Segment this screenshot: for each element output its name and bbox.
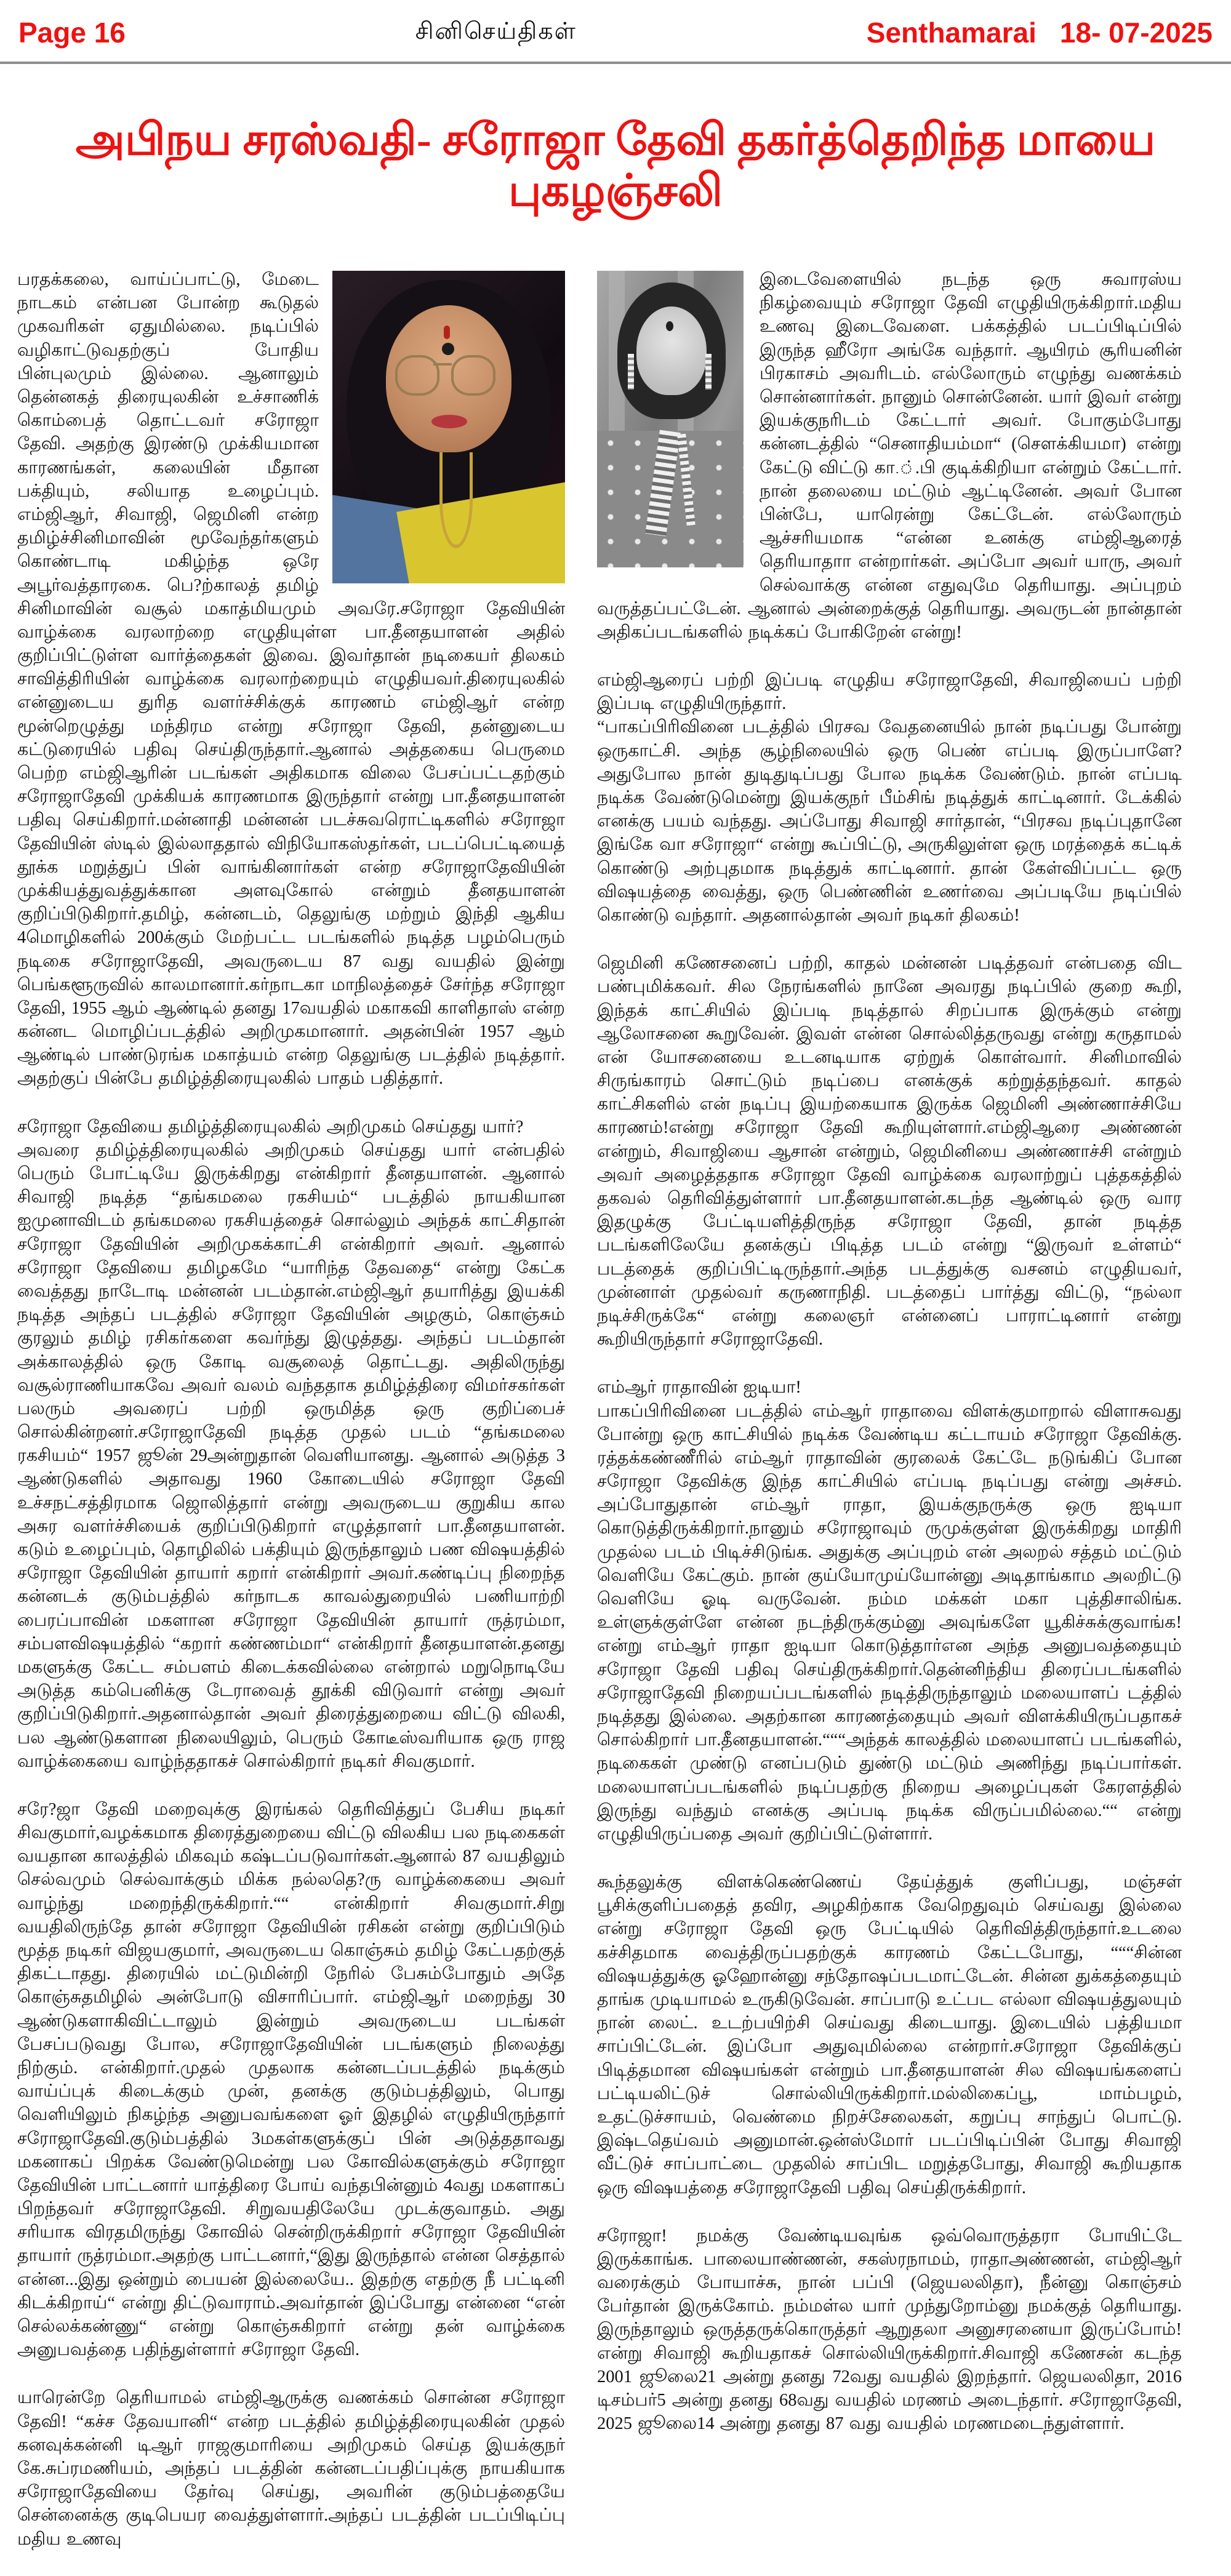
paragraph: கூந்தலுக்கு விளக்கெண்ணெய் தேய்த்துக் குளிப்பது, மஞ்சள் பூசிக்குளிப்பதைத் தவிர, அழகிற்காக வேறெதுவும் செய்வது இல்லை என்று சரோஜா தேவி ஒரு பேட்டியில் தெரிவித்திருந்தார்.உடலை கச்சிதமாக வைத்திருப்பதற்குக் காரணம் கேட்டபோது, “““சின்ன விஷயத்துக்கு ஓஹோன்னு சந்தோஷப்படமாட்டேன். சின்ன துக்கத்தையும் தாங்க முடியாமல் உருகிடுவேன். சாப்பாடு உட்பட எல்லா விஷயத்துலயும் நான் லைட். உடற்பயிற்சி செய்வது கிடையாது. இடையில் பத்தியமா சாப்பிட்டேன். இப்போ அதுவுமில்லை என்றார்.சரோஜா தேவிக்குப் பிடித்தமான விஷயங்கள் என்றும் பா.தீனதயாளன் சில விஷயங்களைப் பட்டியலிட்டுச் சொல்லியிருக்கிறார்.மல்லிகைப்பூ, மாம்பழம், உதட்டுச்சாயம், வெண்மை நிறச்சேலைகள், கறுப்பு சாந்துப் பொட்டு. இஷ்டதெய்வம் அனுமான்.ஒன்ஸ்மோர் படப்பிடிப்பின் போது சிவாஜி வீட்டுச் சாப்பாட்டை முதலில் சாப்பிட மறுத்தபோது, சிவாஜி கூறியதாக ஒரு விஷயத்தை சரோஜாதேவி பதிவு செய்திருக்கிறார்.	[597, 1873, 1182, 2198]
paragraph: எம்ஜிஆரைப் பற்றி இப்படி எழுதிய சரோஜாதேவி, சிவாஜியைப் பற்றி இப்படி எழுதியிருந்தார்.	[597, 671, 1182, 714]
masthead	[0, 0, 1231, 64]
paragraph: எம்ஆர் ராதாவின் ஐடியா!	[597, 1378, 801, 1398]
page-number-label: Page 16	[18, 17, 126, 49]
photo-glasses-right-lens	[451, 355, 495, 396]
photo-face-shape	[636, 306, 707, 396]
right-column-paragraphs	[597, 268, 1182, 2436]
left-text-column	[17, 268, 565, 2551]
photo-glasses-left-lens	[395, 355, 439, 396]
article-body	[0, 263, 1231, 2576]
right-text-column	[597, 268, 1182, 2436]
paper-name: Senthamarai	[866, 17, 1037, 49]
photo-glasses-bridge	[433, 363, 452, 366]
photo-saroja-devi-recent	[332, 271, 565, 583]
photo-lips-shape	[431, 415, 467, 428]
photo-red-bindi	[444, 326, 450, 339]
photo-earring-left	[628, 354, 634, 390]
paragraph: அவரை தமிழ்த்திரையுலகில் அறிமுகம் செய்தது யார் என்பதில் பெரும் போட்டியே இருக்கிறது என்கிறார் தீனதயாளன். ஆனால் சிவாஜி நடித்த “தங்கமலை ரகசியம்“ படத்தில் நாயகியான ஐமுனாவிடம் தங்கமலை ரகசியத்தைச் சொல்லும் அந்தக் காட்சிதான் சரோஜா தேவியின் அறிமுகக்காட்சி என்கிறார் அவர். ஆனால் சரோஜா தேவியை தமிழகமே “யாரிந்த தேவதை“ என்று கேட்க வைத்தது நாடோடி மன்னன் படம்தான்.எம்ஜிஆர் தயாரித்து இயக்கி நடித்த அந்தப் படத்தில் சரோஜா தேவியின் அழகும், கொஞ்சும் குரலும் தமிழ் ரசிகர்களை கவர்ந்து இழுத்தது. அந்தப் படம்தான் அக்காலத்தில் ஒரு கோடி வசூலைத் தொட்டது. அதிலிருந்து வசூல்ராணியாகவே அவர் வலம் வந்ததாக தமிழ்த்திரை விமர்சகர்கள் பலரும் அவரைப் பற்றி ஒருமித்த ஒரு குறிப்பைச் சொல்கின்றனர்.சரோஜாதேவி நடித்த முதல் படம் “தங்கமலை ரகசியம்“ 1957 ஜூன் 29அன்றுதான் வெளியானது. ஆனால் அடுத்த 3 ஆண்டுகளில் அதாவது 1960 கோடையில் சரோஜா தேவி உச்சநட்சத்திரமாக ஜொலித்தார் என்று அவருடைய குறுகிய கால அசுர வளர்ச்சியைக் குறிப்பிடுகிறார் எழுத்தாளர் பா.தீனதயாளன். கடும் உழைப்பும், தொழிலில் பக்தியும் இருந்தாலும் பண விஷயத்தில் சரோஜா தேவியின் தாயார் கறார் என்கிறார் அவர்.கண்டிப்பு நிறைந்த கன்னடக் குடும்பத்தில் கர்நாடக காவல்துறையில் பணியாற்றி பைரப்பாவின் மகளான சரோஜா தேவியின் தாயார் ருத்ரம்மா, சம்பளவிஷயத்தில் “கறார் கண்ணம்மா“ என்கிறார் தீனதயாளன்.தனது மகளுக்கு கேட்ட சம்பளம் கிடைக்கவில்லை என்றால் மறுநொடியே அடுத்த கம்பெனிக்கு டேராவைத் தூக்கி விடுவார் என்று அவர் குறிப்பிடுகிறார்.அதனால்தான் அவர் திரைத்துறையை விட்டு விலகி, பல ஆண்டுகளான நிலையிலும், பெரும் கோடீஸ்வரியாக ஒரு ராஜ வாழ்க்கையை வாழ்ந்ததாகச் சொல்கிறார் நடிகர் சிவகுமார்.	[17, 1140, 565, 1771]
paragraph: ஜெமினி கணேசனைப் பற்றி, காதல் மன்னன் படித்தவர் என்பதை விட பண்புமிக்கவர். சில நேரங்களில் நானே அவரது நடிப்பில் குறை கூறி, இந்தக் காட்சியில் இப்படி நடித்தால் சிறப்பாக இருக்கும் என்று ஆலோசனை கூறுவேன். இவள் என்ன சொல்லித்தருவது என்று கருதாமல் என் யோசனையை உடனடியாக ஏற்றுக் கொள்வார். சினிமாவில் சிருங்காரம் சொட்டும் நடிப்பை எனக்குக் கற்றுத்தந்தவர். காதல் காட்சிகளில் என் நடிப்பு இயற்கையாக இருக்க ஜெமினி அண்ணாச்சியே காரணம்!என்று சரோஜா தேவி கூறியுள்ளார்.எம்ஜிஆரை அண்ணன் என்றும், சிவாஜியை ஆசான் என்றும், ஜெமினியை அண்ணாச்சி என்றும் அவர் அழைத்ததாக சரோஜா தேவி வாழ்க்கை வரலாற்றுப் புத்தகத்தில் தகவல் தெரிவித்துள்ளார் பா.தீனதயாளன்.கடந்த ஆண்டில் ஒரு வார இதழுக்கு பேட்டியளித்திருந்த சரோஜா தேவி, தான் நடித்த படங்களிலேயே தனக்குப் பிடித்த படம் என்று “இருவர் உள்ளம்“ படத்தைக் குறிப்பிட்டிருந்தார்.அந்த படத்துக்கு வசனம் எழுதியவர், முன்னாள் முதல்வர் கருணாநிதி. படத்தைப் பார்த்து விட்டு, “நல்லா நடிச்சிருக்கே“ என்று கலைஞர் என்னைப் பாராட்டினார் என்று கூறியிருந்தார் சரோஜாதேவி.	[597, 954, 1182, 1350]
paragraph: பாகப்பிரிவினை படத்தில் எம்ஆர் ராதாவை விளக்குமாறால் விளாசுவது போன்று ஒரு காட்சியில் நடிக்க வேண்டிய கட்டாயம் சரோஜா தேவிக்கு. ரத்தக்கண்ணீரில் எம்ஆர் ராதாவின் குரலைக் கேட்டே நடுங்கிப் போன சரோஜா தேவிக்கு இந்த காட்சியில் எப்படி நடிப்பது என்று அச்சம். அப்போதுதான் எம்ஆர் ராதா, இயக்குநருக்கு ஒரு ஐடியா கொடுத்திருக்கிறார்.நானும் சரோஜாவும் ருமுக்குள்ள இருக்கிறது மாதிரி முதல்ல படம் பிடிச்சிடுங்க. அதுக்கு அப்புறம் என் அலறல் சத்தம் மட்டும் வெளியே கேட்கும். நான் குய்யோமுய்யோன்னு அடிதாங்காம அலறிட்டு வெளியே ஓடி வருவேன். நம்ம மக்கள் மகா புத்திசாலிங்க. உள்ளுக்குள்ளே என்ன நடந்திருக்கும்னு அவுங்களே யூகிச்சுக்குவாங்க! என்று எம்ஆர் ராதா ஐடியா கொடுத்தார்என அந்த அனுபவத்தையும் சரோஜா தேவி பதிவு செய்திருக்கிறார்.தென்னிந்திய திரைப்படங்களில் சரோஜாதேவி நிறையப்படங்களில் நடித்திருந்தாலும் மலையாளப் டத்தில் நடித்தது இல்லை. அதற்கான காரணத்தையும் அவர் விளக்கியிருப்பதாகச் சொல்கிறார் பா.தீனதயாளன்.“““அந்தக் காலத்தில் மலையாளப் படங்களில், நடிகைகள் முண்டு எனப்படும் துண்டு மட்டும் அணிந்து நடிப்பார்கள். மலையாளப்படங்களில் நடிப்பதற்கு நிறைய அழைப்புகள் கேரளத்தில் இருந்து வந்தும் எனக்கு அப்படி நடிக்க விருப்பமில்லை.““ என்று எழுதியிருப்பதை அவர் குறிப்பிட்டுள்ளார்.	[597, 1401, 1182, 1844]
paragraph: “பாகப்பிரிவினை படத்தில் பிரசவ வேதனையில் நான் நடிப்பது போன்று ஒருகாட்சி. அந்த சூழ்நிலையில் ஒரு பெண் எப்படி இருப்பாளே? அதுபோல நான் துடிதுடிப்பது போல நடிக்க வேண்டும். நான் எப்படி நடிக்க வேண்டுமென்று இயக்குநர் பீம்சிங் நடித்துக் காட்டினார். டேக்கில் எனக்கு பயம் வந்தது. அப்போது சிவாஜி சார்தான், “பிரசவ நடிப்புதானே இங்கே வா சரோஜா“ என்று கூப்பிட்டு, அருகிலுள்ள ஒரு மரத்தைக் கட்டிக் கொண்டு அற்புதமாக நடித்துக் காட்டினார். தான் கேள்விப்பட்ட ஒரு விஷயத்தை வைத்து, ஒரு பெண்ணின் உணர்வை அப்படியே நடிப்பில் கொண்டு வந்தார். அதனால்தான் அவர் நடிகர் திலகம்!	[597, 718, 1182, 925]
photo-gold-necklace	[439, 452, 473, 548]
paragraph: பரதக்கலை, வாய்ப்பாட்டு, மேடை நாடகம் என்பன போன்ற கூடுதல் முகவரிகள் ஏதுமில்லை. நடிப்பில் வழிகாட்டுவதற்குப் போதிய பின்புலமும் இல்லை. ஆனாலும் தென்னகத் திரையுலகின் உச்சாணிக் கொம்பைத் தொட்டவர் சரோஜா தேவி. அதற்கு இரண்டு முக்கியமான காரணங்கள், கலையின் மீதான பக்தியும், சலியாத உழைப்பும். எம்ஜிஆர், சிவாஜி, ஜெமினி என்ற தமிழ்ச்சினிமாவின் மூவேந்தர்களும் கொண்டாடி மகிழ்ந்த ஒரே அபூர்வத்தாரகை. பெ?ற்காலத் தமிழ் சினிமாவின் வசூல் மகாத்மியமும் அவரே.சரோஜா தேவியின் வாழ்க்கை வரலாற்றை எழுதியுள்ள பா.தீனதயாளன் அதில் குறிப்பிட்டுள்ள வார்த்தைகள் இவை. இவர்தான் நடிகையர் திலகம் சாவித்திரியின் வாழ்க்கை வரலாற்றையும் எழுதியவர்.திரையுலகில் என்னுடைய துரித வளர்ச்சிக்குக் காரணம் எம்ஜிஆர் என்ற மூன்றெழுத்து மந்திரம என்று சரோஜா தேவி, தன்னுடைய கட்டுரையில் பதிவு செய்திருந்தார்.ஆனால் அத்தகைய பெருமை பெற்ற எம்ஜிஆரின் படங்கள் அதிகமாக விலை பேசப்பட்டதற்கும் சரோஜாதேவி முக்கியக் காரணமாக இருந்தார் என்று பா.தீனதயாளன் பதிவு செய்கிறார்.மன்னாதி மன்னன் படச்சுவரொட்டிகளில் சரோஜா தேவியின் ஸ்டில் இல்லாததால் விநியோகஸ்தர்கள், படப்பெட்டியைத் தூக்க மறுத்துப் பின் வாங்கினார்கள் என்ற சரோஜாதேவியின் முக்கியத்துவத்துக்கான அளவுகோல் என்றும் தீனதயாளன் குறிப்பிடுகிறார்.தமிழ், கன்னடம், தெலுங்கு மற்றும் இந்தி ஆகிய 4மொழிகளில் 200க்கும் மேற்பட்ட படங்களில் நடித்த பழம்பெரும் நடிகை சரோஜாதேவி, அவருடைய 87 வது வயதில் இன்று பெங்களூருவில் காலமானார்.கர்நாடகா மாநிலத்தைச் சேர்ந்த சரோஜா தேவி, 1955 ஆம் ஆண்டில் தனது 17வயதில் மகாகவி காளிதாஸ் என்ற கன்னட மொழிப்படத்தில் அறிமுகமானார். அதன்பின் 1957 ஆம் ஆண்டில் பாண்டுரங்க மகாத்யம் என்ற தெலுங்கு படத்தில் நடித்தார். அதற்குப் பின்பே தமிழ்த்திரையுலகில் பாதம் பதித்தார்.	[17, 270, 565, 1089]
paragraph: இடைவேளையில் நடந்த ஒரு சுவாரஸ்ய நிகழ்வையும் சரோஜா தேவி எழுதியிருக்கிறார்.மதிய உணவு இடைவேளை. பக்கத்தில் படப்பிடிப்பில் இருந்த ஹீரோ அங்கே வந்தார். ஆயிரம் சூரியனின் பிரகாசம் அவரிடம். எல்லோரும் எழுந்து வணக்கம் சொன்னார்கள். நானும் சொன்னேன். யார் இவர் என்று இயக்குநரிடம் கேட்டார் அவர். போகும்போது கன்னடத்தில் “செனாதியம்மா“ (செளக்கியமா) என்று கேட்டு விட்டு கா.்.பி குடிக்கிறியா என்றும் கேட்டார். நான் தலையை மட்டும் ஆட்டினேன். அவர் போன பின்பே, யாரென்று கேட்டேன். எல்லோரும் ஆச்சரியமாக “என்ன உனக்கு எம்ஜிஆரைத் தெரியாதாா என்றார்கள். அப்போ அவர் யாரு, அவர் செல்வாக்கு என்ன எதுவுமே தெரியாது. அப்புறம் வருத்தப்பட்டேன். ஆனால் அன்றைக்குத் தெரியாது. அவருடன் நான்தான் அதிகப்படங்களில் நடிக்கப் போகிறேன் என்று!	[597, 270, 1182, 642]
paragraph: சரோஜா! நமக்கு வேண்டியவுங்க ஒவ்வொருத்தரா போயிட்டே இருக்காங்க. பாலையாண்ணன், சகஸ்ரநாமம், ராதாஅண்ணன், எம்ஜிஆர் வரைக்கும் போயாச்சு, நான் பப்பி (ஜெயலலிதா), நீன்னு கொஞ்சம் பேர்தான் இருக்கோம். நம்மள்ல யார் முந்துறோம்னு நமக்குத் தெரியாது. இருந்தாலும் ஒருத்தருக்கொருத்தர் ஆறுதலா அனுசரனையா இருப்போம்! என்று சிவாஜி கூறியதாகச் சொல்லியிருக்கிறார்.சிவாஜி கணேசன் கடந்த 2001 ஜூலை21 அன்று தனது 72வது வயதில் இறந்தார். ஜெயலலிதா, 2016 டிசம்பர்5 அன்று தனது 68வது வயதில் மரணம் அடைந்தார். சரோஜாதேவி, 2025 ஜூலை14 அன்று தனது 87 வது வயதில் மரணமடைந்துள்ளார்.	[597, 2226, 1182, 2434]
photo-bindi	[666, 321, 673, 331]
issue-date: 18- 07-2025	[1059, 17, 1213, 49]
photo-earring-right	[705, 354, 712, 390]
paragraph: யாரென்றே தெரியாமல் எம்ஜிஆருக்கு வணக்கம் சொன்ன சரோஜா தேவி! “கச்ச தேவயானி“ என்ற படத்தில் தமிழ்த்திரையுலகின் முதல் கனவுக்கன்னி டிஆர் ராஜகுமாரியை அறிமுகம் செய்த இயக்குநர் கே.சுப்ரமணியம், அந்தப் படத்தின் கன்னடப்பதிப்புக்கு நாயகியாக சரோஜாதேவியை தேர்வு செய்து, அவரின் குடும்பத்தையே சென்னைக்கு குடிபெயர வைத்துள்ளார்.அந்தப் படத்தின் படப்பிடிப்பு மதிய உணவு	[17, 2388, 565, 2549]
section-title: சினிசெய்திகள்	[415, 18, 577, 44]
paper-name-and-date	[867, 16, 1213, 49]
paragraph: சரே?ஜா தேவி மறைவுக்கு இரங்கல் தெரிவித்துப் பேசிய நடிகர் சிவகுமார்,வழக்கமாக திரைத்துறையை விட்டு விலகிய பல நடிகைகள் வயதான காலத்தில் மிகவும் கஷ்டப்படுவார்கள்.ஆனால் 87 வயதிலும் செல்வமும் செல்வாக்கும் மிக்க நல்லதெ?ரு வாழ்க்கையை அவர் வாழ்ந்து மறைந்திருக்கிறார்.““ என்கிறார் சிவகுமார்.சிறு வயதிலிருந்தே தான் சரோஜா தேவியின் ரசிகன் என்று குறிப்பிடும் மூத்த நடிகர் விஜயகுமார், அவருடைய கொஞ்சும் தமிழ் கேட்பதற்குத் திகட்டாதது. திரையில் மட்டுமின்றி நேரில் பேசும்போதும் அதே கொஞ்சுதமிழில் அன்போடு விசாரிப்பார். எம்ஜிஆர் மறைந்து 30 ஆண்டுகளாகிவிட்டாலும் இன்றும் அவருடைய படங்கள் பேசப்படுவது போல, சரோஜாதேவியின் படங்களும் நிலைத்து நிற்கும். என்கிறார்.முதல் முதலாக கன்னடப்படத்தில் நடிக்கும் வாய்ப்புக் கிடைக்கும் முன், தனக்கு குடும்பத்திலும், பொது வெளியிலும் நிகழ்ந்த அனுபவங்களை ஓர் இதழில் எழுதியிருந்தார் சரோஜாதேவி.குடும்பத்தில் 3மகள்களுக்குப் பின் அடுத்ததாவது மகனாகப் பிறக்க வேண்டுமென்று பல கோவில்களுக்கும் சரோஜா தேவியின் பாட்டனார் யாத்திரை போய் வந்தபின்னும் 4வது மகளாகப் பிறந்தவர் சரோஜாதேவி. சிறுவயதிலேயே முடக்குவாதம். அது சரியாக விரதமிருந்து கோவில் சென்றிருக்கிறார் சரோஜா தேவியின் தாயார் ருத்ரம்மா.அதற்கு பாட்டனார்,“இது இருந்தால் என்ன செத்தால் என்ன...இது ஒன்றும் பையன் இல்லையே.. இதற்கு எதற்கு நீ பட்டினி கிடக்கிறாய்“ என்று திட்டுவாராம்.அவர்தான் இப்போது என்னை “என் செல்லக்கண்ணு“ என்று கொஞ்சுகிறார் என்று தன் வாழ்க்கை அனுபவத்தை பதிந்துள்ளார் சரோஜா தேவி.	[17, 1799, 565, 2360]
main-headline: அபிநய சரஸ்வதி- சரோஜா தேவி தகர்த்தெறிந்த மாயை புகழஞ்சலி	[75, 115, 1156, 216]
photo-saroja-devi-young-bw	[597, 271, 744, 567]
paragraph: சரோஜா தேவியை தமிழ்த்திரையுலகில் அறிமுகம் செய்தது யார்?	[17, 1117, 524, 1137]
left-column-paragraphs	[17, 268, 565, 2551]
